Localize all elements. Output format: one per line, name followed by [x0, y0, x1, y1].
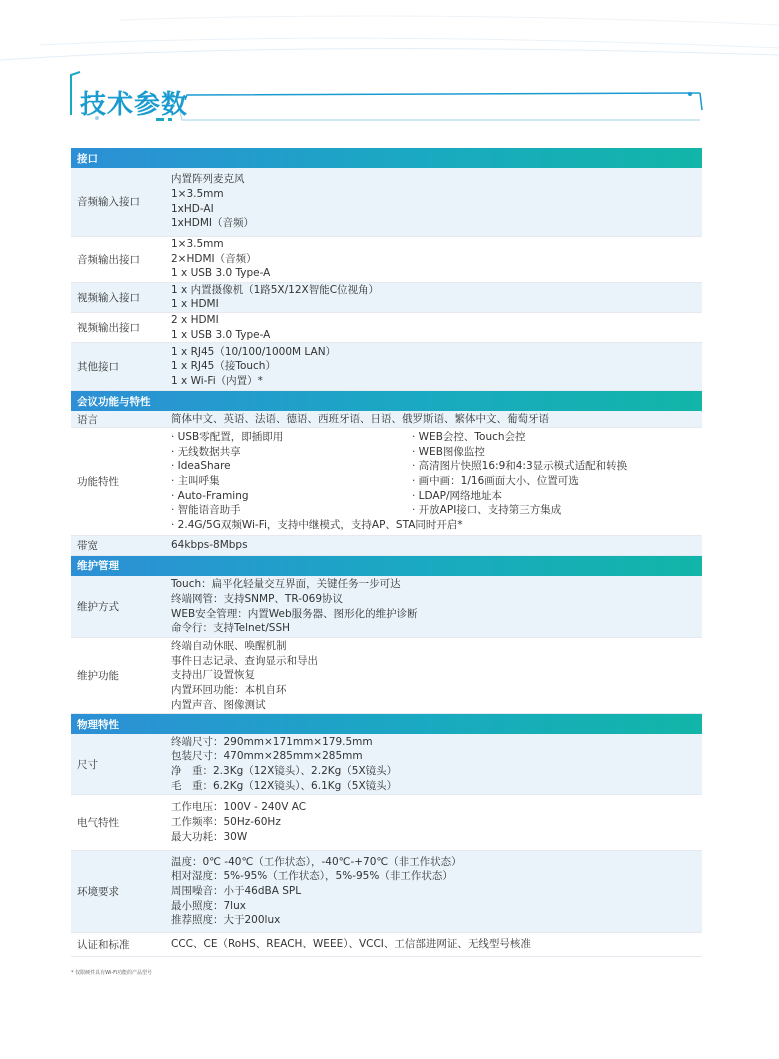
- table-row: [71, 734, 702, 794]
- row-label: 带宽: [71, 535, 171, 555]
- value-line: 简体中文、英语、法语、德语、西班牙语、日语、俄罗斯语、繁体中文、葡萄牙语: [171, 412, 549, 425]
- row-label: 环境要求: [71, 850, 171, 932]
- section-header: [71, 148, 702, 168]
- section-title: 物理特性: [71, 714, 702, 735]
- value-line: 相对湿度：5%-95%（工作状态），5%-95%（非工作状态）: [171, 870, 453, 883]
- row-value: [171, 794, 702, 850]
- table-row: [71, 236, 702, 282]
- value-line: 1xHDMI（音频）: [171, 217, 255, 230]
- table-row: [71, 312, 702, 342]
- section-title: 接口: [71, 148, 702, 168]
- value-line: 1×3.5mm: [171, 237, 224, 250]
- value-line: 支持出厂设置恢复: [171, 669, 255, 682]
- feature-item: · WEB图像监控: [412, 445, 485, 458]
- row-label: 其他接口: [71, 343, 171, 391]
- value-line: CCC、CE（RoHS、REACH、WEEE）、VCCI、工信部进网证、无线型号核准: [171, 937, 531, 950]
- feature-column: [412, 430, 627, 518]
- row-value: [171, 638, 702, 714]
- table-row: [71, 576, 702, 638]
- row-value: [171, 932, 702, 956]
- row-label: 维护方式: [71, 576, 171, 638]
- value-line: 64kbps-8Mbps: [171, 538, 248, 551]
- value-line: 净 重：2.3Kg（12X镜头）、2.2Kg（5X镜头）: [171, 765, 398, 778]
- table-row: [71, 794, 702, 850]
- feature-item: · 主叫呼集: [171, 474, 220, 487]
- table-row: [71, 535, 702, 555]
- feature-item: · Auto-Framing: [171, 489, 249, 502]
- row-value: [171, 535, 702, 555]
- table-row: [71, 427, 702, 535]
- section-header: [71, 391, 702, 412]
- row-value: [171, 236, 702, 282]
- value-line: 终端尺寸：290mm×171mm×179.5mm: [171, 735, 373, 748]
- value-line: 命令行：支持Telnet/SSH: [171, 622, 291, 635]
- value-line: 1 x HDMI: [171, 298, 219, 311]
- spec-table: [71, 148, 702, 957]
- footnote: * 仅限硬件具有Wi-Fi功能的产品型号: [71, 970, 153, 976]
- value-line: 内置声音、图像测试: [171, 698, 266, 711]
- row-value: [171, 576, 702, 638]
- row-label: 维护功能: [71, 638, 171, 714]
- feature-item: · 无线数据共享: [171, 445, 241, 458]
- section-title: 会议功能与特性: [71, 391, 702, 412]
- table-row: [71, 932, 702, 956]
- value-line: 1 x RJ45（10/100/1000M LAN）: [171, 345, 337, 358]
- page-title: 技术参数: [80, 90, 189, 120]
- row-label: 语言: [71, 411, 171, 427]
- row-label: 电气特性: [71, 794, 171, 850]
- value-line: 1 x Wi-Fi（内置）*: [171, 375, 263, 388]
- feature-item: · 2.4G/5G双频Wi-Fi，支持中继模式，支持AP、STA同时开启*: [171, 519, 463, 532]
- feature-item: · 高清图片快照16:9和4:3显示模式适配和转换: [412, 460, 628, 473]
- feature-item: · IdeaShare: [171, 460, 231, 473]
- row-value: [171, 343, 702, 391]
- row-label: 视频输出接口: [71, 312, 171, 342]
- value-line: 终端自动休眠、唤醒机制: [171, 640, 287, 653]
- feature-column: [171, 430, 412, 518]
- value-line: 1×3.5mm: [171, 188, 224, 201]
- row-value: [171, 282, 702, 312]
- table-row: [71, 343, 702, 391]
- value-line: 2 x HDMI: [171, 313, 219, 326]
- value-line: 事件日志记录、查询显示和导出: [171, 654, 318, 667]
- value-line: 1xHD-AI: [171, 202, 214, 215]
- feature-item: · USB零配置，即插即用: [171, 430, 284, 443]
- value-line: 1 x USB 3.0 Type-A: [171, 328, 271, 341]
- row-value: [171, 312, 702, 342]
- feature-columns: [171, 430, 702, 518]
- row-value: [171, 168, 702, 236]
- table-row: [71, 168, 702, 236]
- row-value: [171, 411, 702, 427]
- row-label: 音频输入接口: [71, 168, 171, 236]
- section-header: [71, 714, 702, 735]
- value-line: 内置阵列麦克风: [171, 173, 245, 186]
- value-line: 温度：0℃ -40℃（工作状态），-40℃-+70℃（非工作状态）: [171, 855, 462, 868]
- row-label: 认证和标准: [71, 932, 171, 956]
- value-line: 周围噪音：小于46dBA SPL: [171, 884, 302, 897]
- value-line: 1 x RJ45（接Touch）: [171, 360, 276, 373]
- row-label: 视频输入接口: [71, 282, 171, 312]
- feature-item: · 开放API接口、支持第三方集成: [412, 504, 562, 517]
- table-row: [71, 411, 702, 427]
- value-line: 毛 重：6.2Kg（12X镜头）、6.1Kg（5X镜头）: [171, 779, 398, 792]
- section-title: 维护管理: [71, 555, 702, 576]
- value-line: WEB安全管理：内置Web服务器、图形化的维护诊断: [171, 607, 418, 620]
- feature-item: · LDAP/网络地址本: [412, 489, 502, 502]
- value-line: Touch：扁平化轻量交互界面，关键任务一步可达: [171, 578, 401, 591]
- table-row: [71, 850, 702, 932]
- value-line: 最大功耗：30W: [171, 830, 248, 843]
- value-line: 1 x 内置摄像机（1路5X/12X智能C位视角）: [171, 283, 380, 296]
- section-header: [71, 555, 702, 576]
- value-line: 终端网管：支持SNMP、TR-069协议: [171, 592, 344, 605]
- feature-item: · 画中画：1/16画面大小、位置可选: [412, 474, 579, 487]
- value-line: 包装尺寸：470mm×285mm×285mm: [171, 750, 363, 763]
- table-row: [71, 638, 702, 714]
- row-value: [171, 427, 702, 535]
- feature-item: · 智能语音助手: [171, 504, 241, 517]
- table-row: [71, 282, 702, 312]
- row-label: 音频输出接口: [71, 236, 171, 282]
- value-line: 工作电压：100V - 240V AC: [171, 801, 307, 814]
- row-label: 功能特性: [71, 427, 171, 535]
- row-value: [171, 734, 702, 794]
- feature-item: · WEB会控、Touch会控: [412, 430, 526, 443]
- value-line: 工作频率：50Hz-60Hz: [171, 815, 281, 828]
- value-line: 2×HDMI（音频）: [171, 252, 257, 265]
- value-line: 内置环回功能：本机自环: [171, 684, 287, 697]
- value-line: 最小照度：7lux: [171, 899, 246, 912]
- value-line: 1 x USB 3.0 Type-A: [171, 267, 271, 280]
- value-line: 推荐照度：大于200lux: [171, 914, 281, 927]
- row-value: [171, 850, 702, 932]
- row-label: 尺寸: [71, 734, 171, 794]
